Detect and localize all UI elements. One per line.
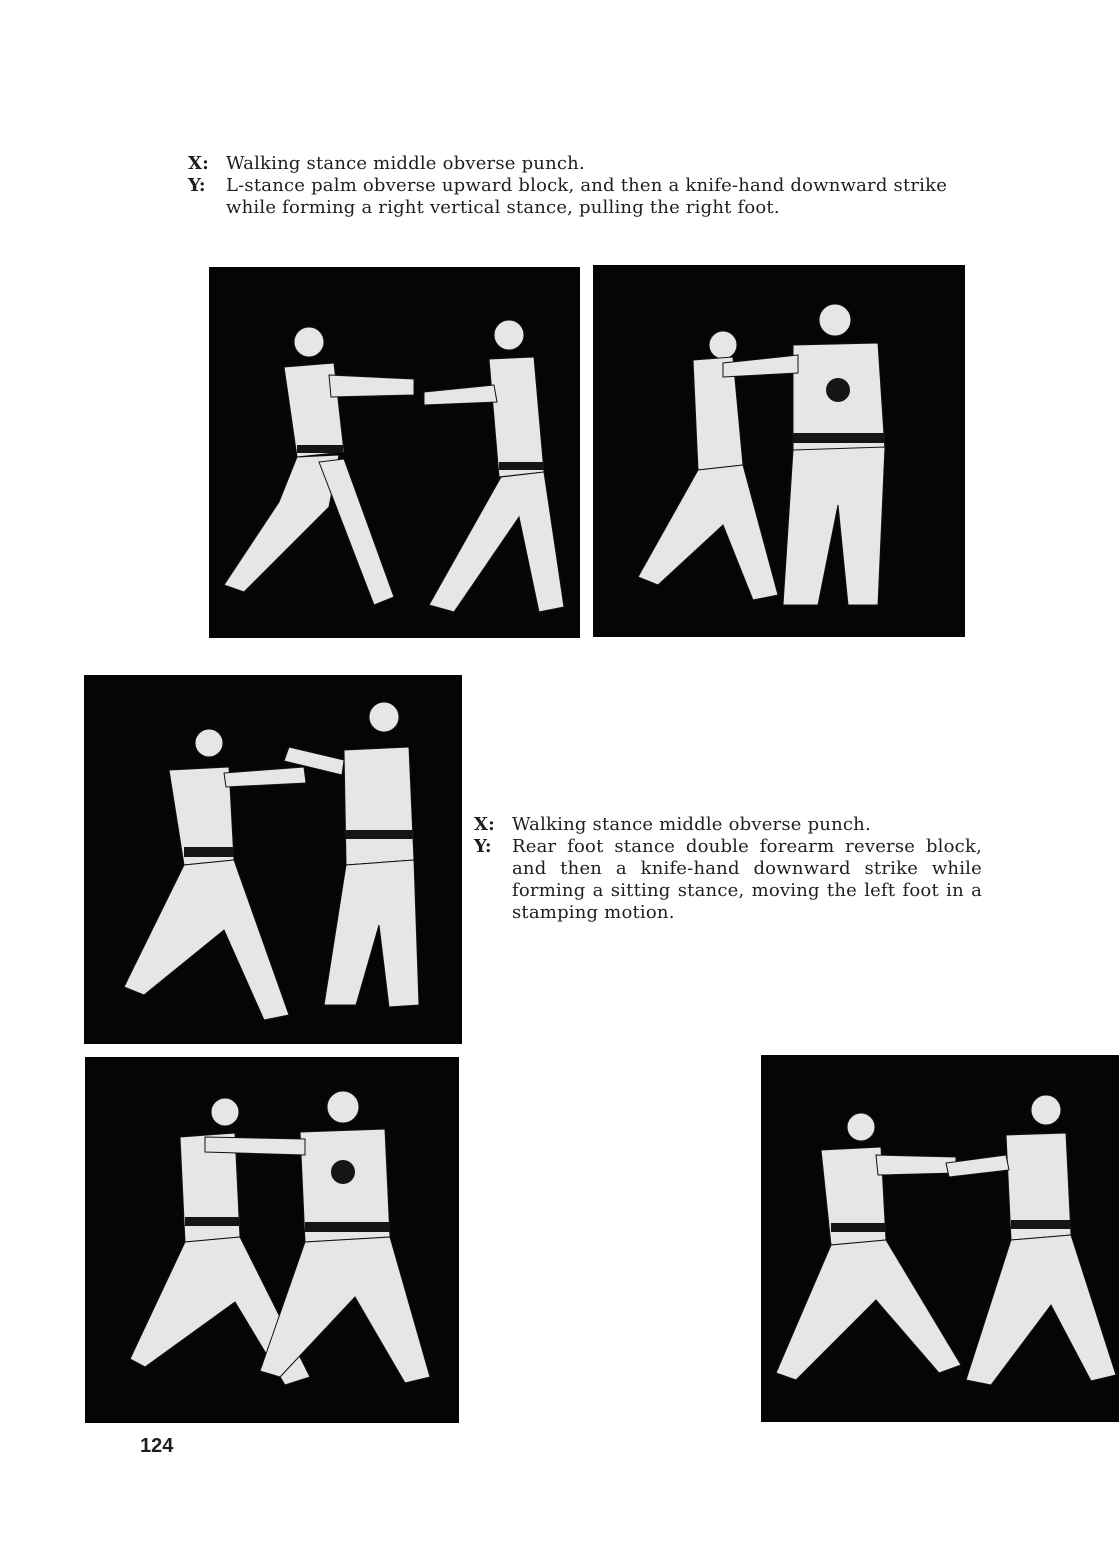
- photo-figures: [85, 1057, 459, 1423]
- caption-line-x: [474, 814, 982, 836]
- line-label: X:: [474, 814, 496, 835]
- photo-double-forearm-block: [84, 675, 462, 1044]
- line-text: L-stance palm obverse upward block, and then a knife-hand downward strike while forming a right vertical stance, pulling the right foot.: [226, 175, 948, 218]
- caption-line-y: [474, 836, 982, 924]
- caption-line-x: [188, 153, 958, 175]
- caption-middle: [474, 814, 982, 924]
- line-label: Y:: [474, 836, 492, 857]
- caption-top: [188, 153, 958, 219]
- page-number: 124: [140, 1435, 174, 1457]
- photo-punch-block: [761, 1055, 1119, 1422]
- photo-figures: [209, 267, 580, 638]
- photo-figures: [761, 1055, 1119, 1422]
- line-text: Walking stance middle obverse punch.: [226, 153, 585, 174]
- caption-line-y: [188, 175, 958, 219]
- photo-knife-hand-strike-back: [85, 1057, 459, 1423]
- line-text: Walking stance middle obverse punch.: [512, 814, 871, 835]
- line-text: Rear foot stance double forearm reverse block, and then a knife-hand downward strike while forming a sitting stance, moving the left foot in a stamping motion.: [512, 836, 982, 923]
- line-label: X:: [188, 153, 210, 174]
- photo-punch-palm-block: [209, 267, 580, 638]
- photo-block-strike-back: [593, 265, 965, 637]
- photo-figures: [593, 265, 965, 637]
- line-label: Y:: [188, 175, 206, 196]
- photo-figures: [84, 675, 462, 1044]
